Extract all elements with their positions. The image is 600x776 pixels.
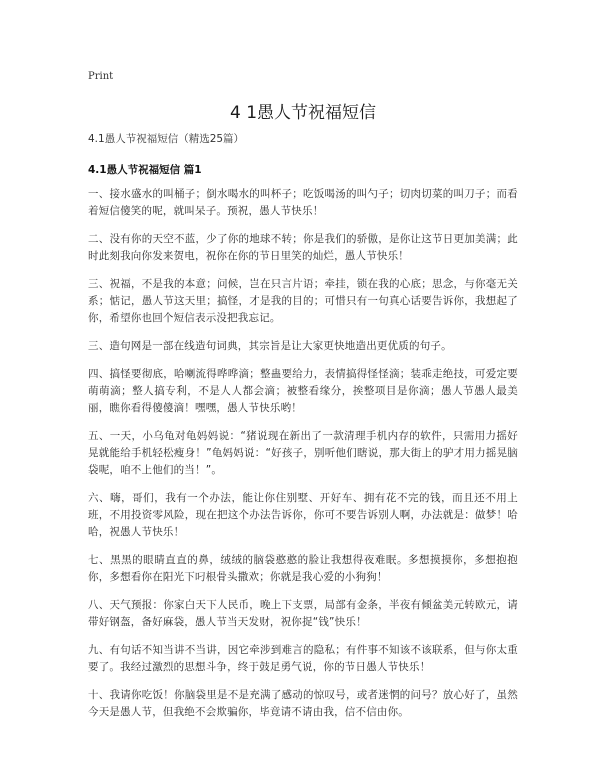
paragraph: 十、我请你吃饭！你脑袋里是不是充满了感动的惊叹号，或者迷惘的问号？放心好了，虽然今天是愚人节，但我绝不会欺骗你，毕竟请不请由我，信不信由你。 [88, 689, 518, 718]
paragraph: 八、天气预报：你家白天下人民币，晚上下支票，局部有金条，半夜有倾盆美元转欧元，请带好钢盔，备好麻袋，愚人节当天发财，祝你捉“钱”快乐！ [88, 599, 518, 628]
paragraph: 六、嗨，哥们，我有一个办法，能让你住别墅、开好车、拥有花不完的钱，而且还不用上班，不用投资零风险，现在把这个办法告诉你，你可不要告诉别人啊，办法就是：做梦！哈哈，祝愚人节快乐！ [88, 492, 518, 538]
print-label: Print [88, 71, 114, 82]
paragraph: 五、一天，小乌龟对龟妈妈说：“猪说现在新出了一款清理手机内存的软件，只需用力摇好晃就能给手机轻松瘦身！”龟妈妈说：“好孩子，别听他们瞎说，那大街上的驴才用力摇晃脑袋呢，咱不上他们的当！”。 [88, 430, 518, 476]
page-title: 4 1愚人节祝福短信 [229, 103, 377, 123]
paragraph: 四、搞怪要彻底，哈喇流得哗哗滴；整蛊要给力，表情搞得怪怪滴；装乖走绝技，可爱定要萌萌滴；整人搞专利，不是人人都会滴；被整看缘分，挨整项目是你滴；愚人节愚人最美丽，瞧你看得傻傻滴！嘿嘿，愚人节快乐哟！ [88, 368, 518, 414]
paragraph: 七、黑黑的眼睛直直的鼻，绒绒的脑袋憨憨的脸让我想得夜难眠。多想摸摸你，多想抱抱你，多想看你在阳光下叼根骨头撒欢；你就是我心爱的小狗狗！ [88, 554, 518, 583]
document-subtitle: 4.1愚人节祝福短信（精选25篇） [88, 133, 245, 145]
section-heading: 4.1愚人节祝福短信 篇1 [88, 164, 202, 176]
paragraph: 三、祝福，不是我的本意；问候，岂在只言片语；牵挂，锁在我的心底；思念，与你毫无关系；惦记，愚人节这天里；搞怪，才是我的目的；可惜只有一句真心话要告诉你，我想起了你，希望你也回个短信表示没把我忘记。 [88, 278, 518, 324]
paragraph: 三、造句网是一部在线造句词典，其宗旨是让大家更快地造出更优质的句子。 [88, 340, 452, 352]
paragraph: 九、有句话不知当讲不当讲，因它牵涉到难言的隐私；有件事不知该不该联系，但与你太重要了。我经过激烈的思想斗争，终于鼓足勇气说，你的节日愚人节快乐！ [88, 644, 518, 673]
paragraph: 一、接水盛水的叫桶子；倒水喝水的叫杯子；吃饭喝汤的叫勺子；切肉切菜的叫刀子；而看着短信傻笑的呢，就叫呆子。预祝，愚人节快乐！ [88, 188, 518, 217]
document-body [88, 186, 518, 732]
paragraph: 二、没有你的天空不蓝，少了你的地球不转；你是我们的骄傲，是你让这节日更加美满；此时此刻我向你发来贺电，祝你在你的节日里笑的灿烂，愚人节快乐！ [88, 233, 518, 262]
